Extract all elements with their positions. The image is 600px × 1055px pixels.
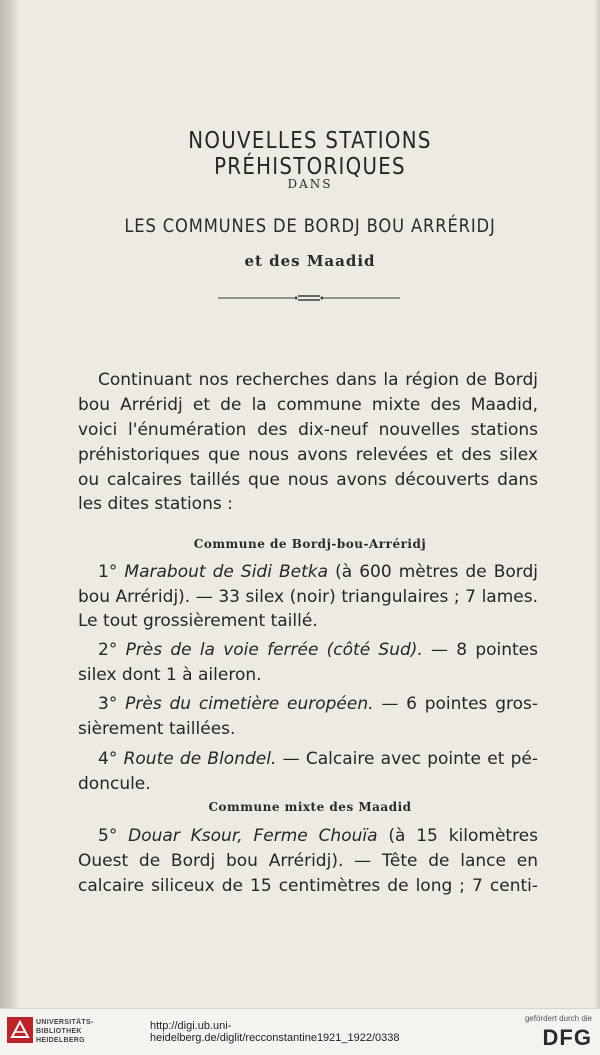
entry-first-line	[78, 747, 538, 771]
dfg-logo[interactable]: DFG	[542, 1025, 592, 1050]
entry-number: 3°	[98, 694, 118, 714]
section-heading-maadid: Commune mixte des Maadid	[208, 800, 412, 814]
text-line: préhistoriques que nous avons relevées et des silex	[78, 445, 538, 465]
text-line: Continuant nos recherches dans la région de Bordj	[98, 370, 538, 390]
entry-text: (à 600 mètres de Bordj	[328, 562, 539, 582]
entry-text: — 6 pointes gros-	[373, 694, 538, 714]
entry-text: — 8 pointes	[422, 640, 538, 660]
funding-caption: gefördert durch die	[524, 1014, 592, 1023]
text-line: bou Arréridj et de la commune mixte des Maadid,	[78, 395, 538, 415]
entry-number: 2°	[98, 640, 118, 660]
library-name-line: BIBLIOTHEK	[36, 1028, 82, 1035]
text-line: Ouest de Bordj bou Arréridj). — Tête de lance en	[78, 851, 538, 871]
entry-text: — Calcaire avec pointe et pé-	[276, 749, 539, 769]
document-url-link[interactable]: http://digi.ub.uni-heidelberg.de/diglit/recconstantine1921_1922/0338	[150, 1020, 400, 1044]
article-subtitle-secondary: et des Maadid	[244, 252, 376, 270]
text-line: ou calcaires taillés que nous avons découverts dans	[78, 470, 538, 490]
university-seal-icon[interactable]	[7, 1017, 33, 1043]
entry-location: Route de Blondel.	[123, 749, 277, 769]
entry-text: (à 15 kilomètres	[377, 826, 538, 846]
text-line: bou Arréridj). — 33 silex (noir) triangulaires ; 7 lames.	[78, 587, 538, 607]
text-line: les dites stations :	[78, 494, 233, 514]
entry-location: Près du cimetière européen.	[125, 694, 374, 714]
page-binding-shadow	[0, 0, 20, 1008]
entry-number: 1°	[98, 562, 118, 582]
text-line: sièrement taillées.	[78, 719, 236, 739]
text-line: Le tout grossièrement taillé.	[78, 611, 318, 631]
text-line: voici l'énumération des dix-neuf nouvelles stations	[78, 420, 538, 440]
entry-number: 5°	[98, 826, 118, 846]
page-edge-shadow	[594, 0, 600, 1008]
entry-first-line	[78, 824, 538, 848]
entry-first-line	[78, 692, 538, 716]
entry-location: Près de la voie ferrée (côté Sud).	[125, 640, 423, 660]
article-title: NOUVELLES STATIONS PRÉHISTORIQUES	[188, 128, 432, 180]
text-line: calcaire siliceux de 15 centimètres de long ; 7 centi-	[78, 876, 538, 896]
entry-number: 4°	[98, 749, 118, 769]
entry-first-line	[78, 638, 538, 662]
library-name-line: UNIVERSITÄTS-	[36, 1019, 94, 1026]
title-connector: DANS	[287, 177, 333, 191]
section-heading-bordj: Commune de Bordj-bou-Arréridj	[193, 537, 427, 551]
library-name-line: HEIDELBERG	[36, 1037, 85, 1044]
entry-location: Douar Ksour, Ferme Chouïa	[128, 826, 378, 846]
article-subtitle: LES COMMUNES DE BORDJ BOU ARRÉRIDJ	[124, 215, 496, 237]
entry-location: Marabout de Sidi Betka	[124, 562, 329, 582]
text-line: doncule.	[78, 774, 151, 794]
entry-first-line	[78, 560, 538, 584]
ornament-divider	[218, 292, 400, 304]
text-line: silex dont 1 à aileron.	[78, 665, 262, 685]
